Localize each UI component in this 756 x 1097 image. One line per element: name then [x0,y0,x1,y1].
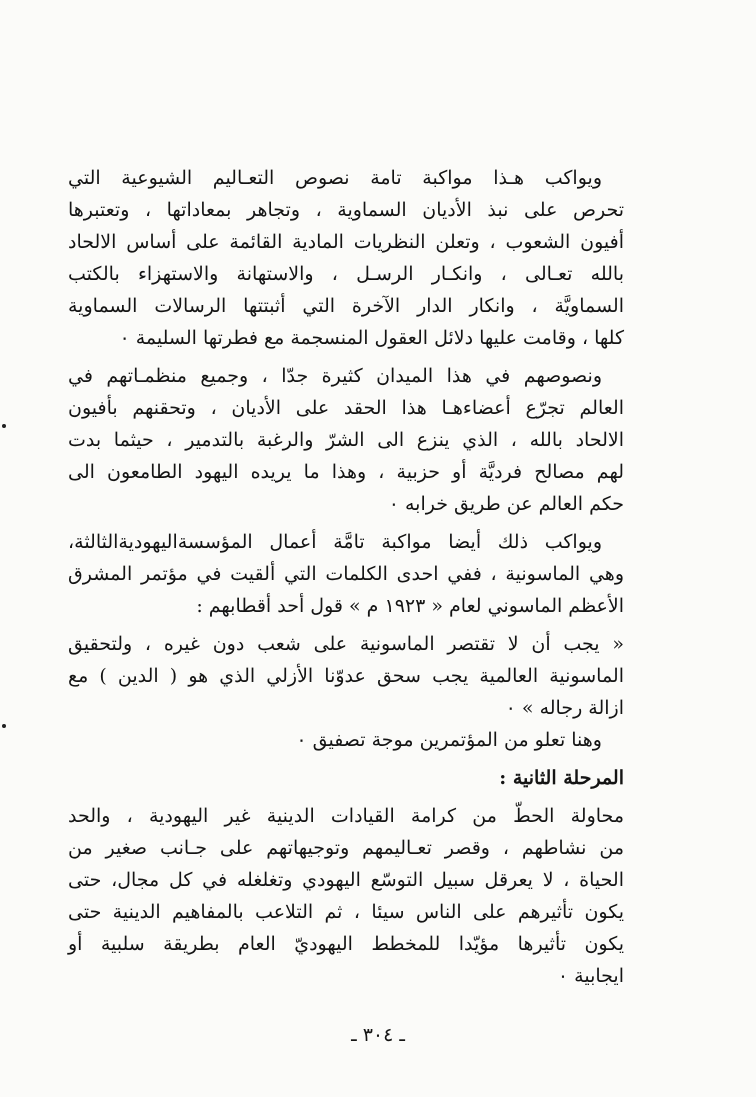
paragraph-organizations [68,360,624,520]
text-line: ايجابية ٠ [557,965,624,987]
text-line: وهنا تعلو من المؤتمرين موجة تصفيق ٠ [296,729,602,751]
page-body [68,162,624,992]
paragraph-freemasonry [68,526,624,622]
paragraph-stage-two [68,800,624,992]
section-heading: المرحلة الثانية : [499,767,624,789]
text-line: وهي الماسونية ، ففي احدى الكلمات التي ألقيت في مؤتمر المشرق [68,563,624,585]
text-line: الالحاد بالله ، الذي ينزع الى الشرّ والرغبة بالتدمير ، حيثما بدت [68,429,624,451]
text-line: يكون تأثيرها مؤيّدا للمخطط اليهوديّ العام بطريقة سلبية أو [68,933,624,955]
text-line: بالله تعـالى ، وانكـار الرسـل ، والاستهانة والاستهزاء بالكتب [68,263,624,285]
text-line: ويواكب هـذا مواكبة تامة نصوص التعـاليم الشيوعية التي [68,167,602,189]
text-line: ونصوصهم في هذا الميدان كثيرة جدّا ، وجميع منظمـاتهم في [68,365,602,387]
text-line: تحرص على نبذ الأديان السماوية ، وتجاهر بمعاداتها ، وتعتبرها [68,199,624,221]
text-line: الأعظم الماسوني لعام « ١٩٢٣ م » قول أحد أقطابهم : [196,595,624,617]
text-line: حكم العالم عن طريق خرابه ٠ [388,493,624,515]
text-line: الحياة ، لا يعرقل سبيل التوسّع اليهودي وتغلغله في كل مجال، حتى [68,869,624,891]
text-line: السماويَّة ، وانكار الدار الآخرة التي أثبتتها الرسالات السماوية [68,295,624,317]
paragraph-quote [68,628,624,756]
text-line: الماسونية العالمية يجب سحق عدوّنا الأزلي الذي هو ( الدين ) مع [68,665,624,687]
text-line: من نشاطهم ، وقصر تعـاليمهم وتوجيهاتهم على جـانب صغير من [68,837,624,859]
text-line: كلها ، وقامت عليها دلائل العقول المنسجمة مع فطرتها السليمة ٠ [119,327,624,349]
paragraph-communism [68,162,624,354]
margin-mark [2,424,6,428]
margin-mark [2,724,6,728]
page-number: ـ ٣٠٤ ـ [351,1024,405,1046]
text-line: لهم مصالح فرديَّة أو حزبية ، وهذا ما يريده اليهود الطامعون الى [68,461,624,483]
text-line: ويواكب ذلك أيضا مواكبة تامَّة أعمال المؤسسةاليهوديةالثالثة، [68,531,602,553]
text-line: محاولة الحطّ من كرامة القيادات الدينية غير اليهودية ، والحد [68,805,624,827]
text-line: العالم تجرّع أعضاءهـا هذا الحقد على الأديان ، وتحقنهم بأفيون [68,397,624,419]
text-line: ازالة رجاله » ٠ [505,697,624,719]
text-line: يكون تأثيرهم على الناس سيئا ، ثم التلاعب بالمفاهيم الدينية حتى [68,901,624,923]
text-line: « يجب أن لا تقتصر الماسونية على شعب دون غيره ، ولتحقيق [68,633,624,655]
text-line: أفيون الشعوب ، وتعلن النظريات المادية القائمة على أساس الالحاد [68,231,624,253]
